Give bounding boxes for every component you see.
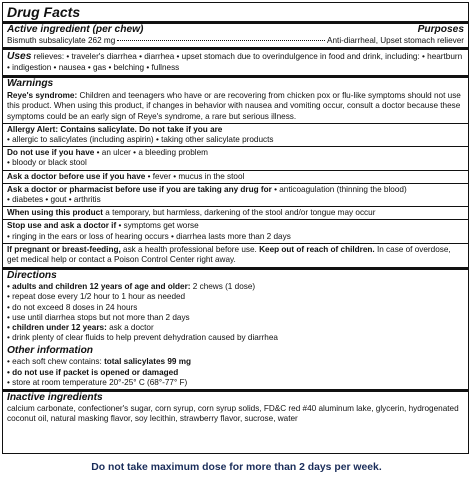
active-ingredient-header bbox=[7, 24, 464, 36]
active-ingredient-name: Bismuth subsalicylate 262 mg bbox=[7, 36, 116, 45]
leader-dots bbox=[117, 40, 325, 41]
reye-text: Children and teenagers who have or are recovering from chicken pox or flu-like symptoms should not use this product. When using this product, if changes in behavior with nausea and vomiting occur, consult a doctor because these symptoms could be an early sign of Reye's syndrome, a rare but serious illness. bbox=[7, 91, 461, 121]
keep-out-text: In case of overdose, get medical help or contact a Poison Control Center right away. bbox=[7, 244, 451, 265]
inactive-heading: Inactive ingredients bbox=[7, 392, 103, 404]
do-not-use-line2: • bloody or black stool bbox=[7, 158, 87, 168]
when-using-section bbox=[7, 207, 464, 219]
directions-fluids: • drink plenty of clear fluids to help prevent dehydration caused by diarrhea bbox=[7, 333, 278, 343]
pregnancy-text: ask a health professional before use. bbox=[120, 244, 260, 254]
allergy-line: • allergic to salicylates (including aspirin) • taking other salicylate products bbox=[7, 135, 274, 145]
reye-label: Reye's syndrome: bbox=[7, 91, 78, 101]
uses-section bbox=[7, 50, 464, 74]
drug-facts-title: Drug Facts bbox=[7, 4, 81, 20]
pregnancy-section bbox=[7, 244, 464, 266]
inactive-text: calcium carbonate, confectioner's sugar, corn syrup, corn syrup solids, FD&C red #40 aluminum lake, glycerin, hydrogenated coconut oil, natural masking flavor, soy lecithin, strawberry flavor, sucrose, water bbox=[7, 404, 459, 424]
footer-warning: Do not take maximum dose for more than 2 days per week. bbox=[91, 462, 382, 473]
other-info-section bbox=[7, 357, 464, 388]
directions-under-text: ask a doctor bbox=[106, 323, 154, 333]
do-not-use-section bbox=[7, 147, 464, 169]
allergy-section bbox=[7, 124, 464, 146]
stop-use-label: Stop use and ask a doctor if bbox=[7, 221, 117, 231]
other-store: • store at room temperature 20°-25° C (68°-77° F) bbox=[7, 377, 188, 387]
active-ingredient-purpose: Anti-diarrheal, Upset stomach reliever bbox=[327, 36, 464, 45]
directions-item: • use until diarrhea stops but not more than 2 days bbox=[7, 312, 190, 322]
other-chew-text: • each soft chew contains: bbox=[7, 357, 105, 367]
stop-use-text: • symptoms get worse bbox=[116, 221, 199, 231]
uses-line1: relieves: • traveler's diarrhea • diarrhea • upset stomach due to overindulgence in food and drink, including: • heartburn bbox=[31, 52, 463, 61]
allergy-label: Allergy Alert: Contains salicylate. Do not take if you are bbox=[7, 124, 223, 134]
do-not-use-text: • an ulcer • a bleeding problem bbox=[94, 148, 208, 158]
ask-doctor-label: Ask a doctor before use if you have bbox=[7, 171, 146, 181]
directions-item: • repeat dose every 1/2 hour to 1 hour as needed bbox=[7, 292, 186, 302]
stop-use-section bbox=[7, 220, 464, 242]
other-info-heading: Other information bbox=[7, 345, 94, 357]
directions-adults-label: • adults and children 12 years of age and older: bbox=[7, 282, 191, 292]
do-not-use-label: Do not use if you have bbox=[7, 148, 95, 158]
ask-pharmacist-text: • anticoagulation (thinning the blood) bbox=[271, 184, 407, 194]
ask-doctor-text: • fever • mucus in the stool bbox=[145, 171, 245, 181]
ask-pharmacist-section bbox=[7, 184, 464, 206]
reye-section bbox=[7, 90, 464, 123]
stop-use-line2: • ringing in the ears or loss of hearing occurs • diarrhea lasts more than 2 days bbox=[7, 231, 291, 241]
directions-adults-text: 2 chews (1 dose) bbox=[190, 282, 256, 292]
active-ingredient-heading: Active ingredient (per chew) bbox=[7, 24, 144, 35]
uses-line2: • indigestion • nausea • gas • belching • fullness bbox=[7, 63, 180, 72]
other-package: • do not use if packet is opened or damaged bbox=[7, 367, 179, 377]
directions-heading: Directions bbox=[7, 270, 57, 282]
uses-label: Uses bbox=[7, 51, 32, 62]
ask-pharmacist-label: Ask a doctor or pharmacist before use if you are taking any drug for bbox=[7, 184, 272, 194]
directions-under-label: • children under 12 years: bbox=[7, 323, 107, 333]
when-using-text: a temporary, but harmless, darkening of the stool and/or tongue may occur bbox=[102, 208, 376, 218]
pregnancy-label: If pregnant or breast-feeding, bbox=[7, 244, 121, 254]
other-chew-bold: total salicylates 99 mg bbox=[104, 357, 191, 367]
active-ingredient-row bbox=[7, 36, 464, 46]
keep-out-label: Keep out of reach of children. bbox=[259, 244, 375, 254]
ask-doctor-section bbox=[7, 171, 464, 183]
drug-facts-panel bbox=[2, 2, 469, 454]
ask-pharmacist-line2: • diabetes • gout • arthritis bbox=[7, 195, 101, 205]
warnings-heading: Warnings bbox=[7, 78, 54, 90]
directions-section bbox=[7, 282, 464, 343]
purposes-heading: Purposes bbox=[417, 24, 464, 35]
directions-item: • do not exceed 8 doses in 24 hours bbox=[7, 302, 138, 312]
when-using-label: When using this product bbox=[7, 208, 103, 218]
